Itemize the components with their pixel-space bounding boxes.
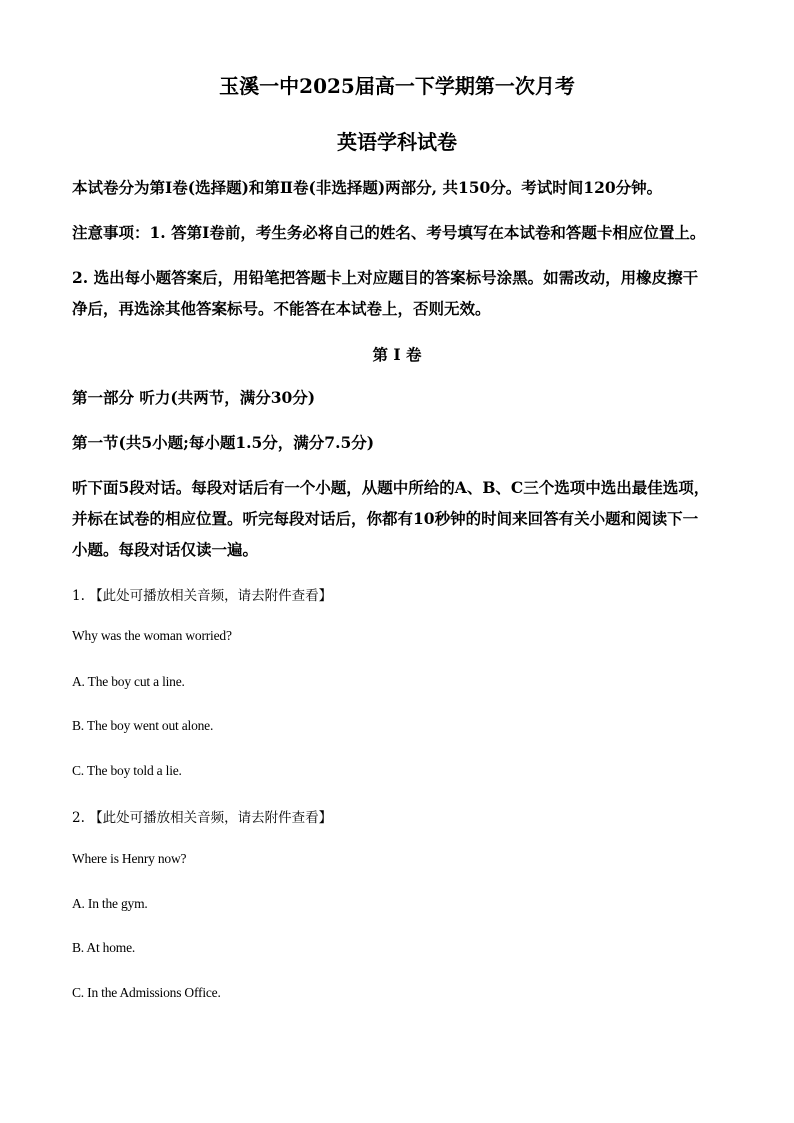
subsection-heading: 第一节(共5小题;每小题1.5分，满分7.5分): [72, 433, 375, 452]
question-1-audio-note: 1. 【此处可播放相关音频，请去附件查看】: [72, 588, 333, 604]
question-1-option-b: B. The boy went out alone.: [72, 718, 214, 733]
instruction-line-3b: 净后，再选涂其他答案标号。不能答在本试卷上，否则无效。: [72, 299, 491, 318]
question-2-option-a: A. In the gym.: [72, 896, 148, 911]
question-2-option-c: C. In the Admissions Office.: [72, 985, 221, 1000]
question-2-option-b: B. At home.: [72, 940, 136, 955]
question-2-stem: Where is Henry now?: [72, 851, 187, 866]
directions-line-c: 小题。每段对话仅读一遍。: [72, 540, 259, 559]
exam-title: 玉溪一中2025届高一下学期第一次月考: [219, 74, 575, 98]
directions-line-b: 并标在试卷的相应位置。听完每段对话后，你都有10秒钟的时间来回答有关小题和阅读下一: [72, 509, 699, 528]
instruction-line-3a: 2. 选出每小题答案后，用铅笔把答题卡上对应题目的答案标号涂黑。如需改动，用橡皮擦干: [72, 268, 699, 287]
exam-subtitle: 英语学科试卷: [337, 130, 457, 154]
question-1-option-a: A. The boy cut a line.: [72, 674, 185, 689]
instruction-line-1: 本试卷分为第Ⅰ卷(选择题)和第Ⅱ卷(非选择题)两部分, 共150分。考试时间120分钟。: [72, 178, 663, 197]
directions-line-a: 听下面5段对话。每段对话后有一个小题，从题中所给的A、B、C三个选项中选出最佳选项，: [72, 478, 710, 497]
instruction-line-2: 注意事项：1. 答第Ⅰ卷前，考生务必将自己的姓名、考号填写在本试卷和答题卡相应位置上。: [72, 223, 706, 242]
question-1-option-c: C. The boy told a lie.: [72, 763, 182, 778]
question-2-audio-note: 2. 【此处可播放相关音频，请去附件查看】: [72, 810, 333, 826]
question-1-stem: Why was the woman worried?: [72, 628, 232, 643]
volume-label: 第 I 卷: [372, 345, 422, 364]
section-part-heading: 第一部分 听力(共两节，满分30分): [72, 388, 316, 407]
